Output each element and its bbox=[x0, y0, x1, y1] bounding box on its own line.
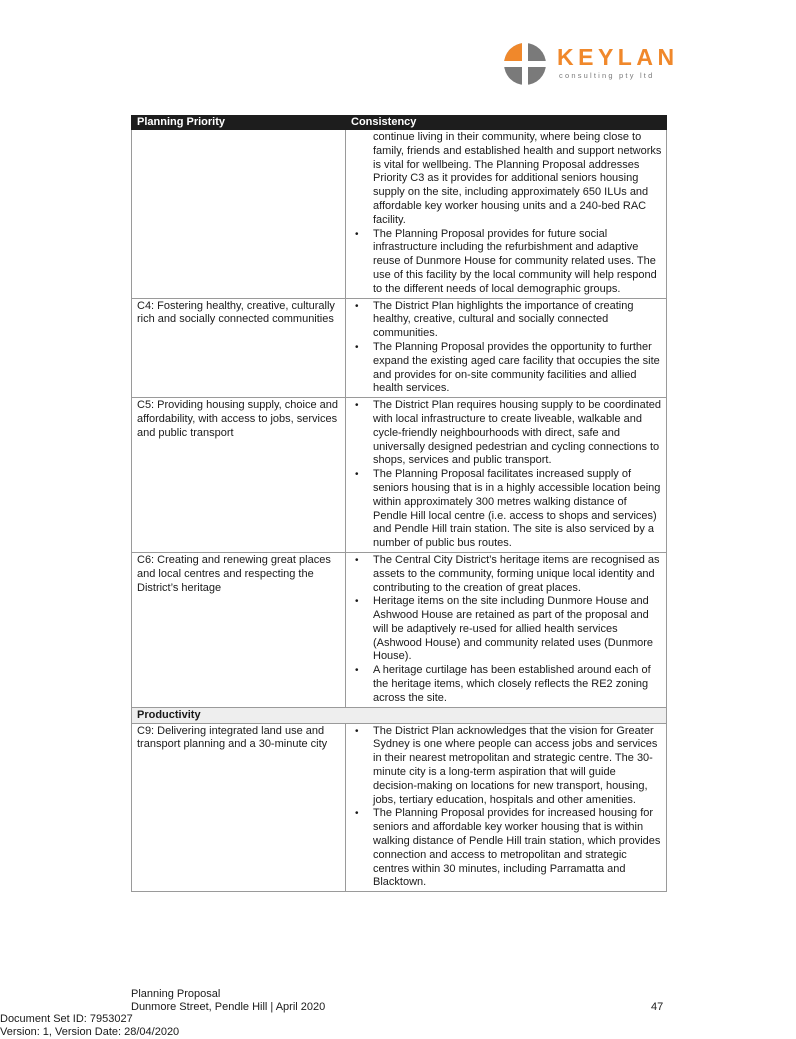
page-footer bbox=[131, 988, 325, 1014]
priority-cell bbox=[132, 130, 346, 299]
consistency-point: • The District Plan acknowledges that the vision for Greater Sydney is one where people can access jobs and services in their nearest metropolitan and strategic centre. The 30-minute city is a long-term aspiration that will guide decision-making on locations for new transport, housing, jobs, tertiary education, hospitals and other amenities. bbox=[351, 725, 662, 808]
page-number: 47 bbox=[651, 1001, 664, 1013]
table-row bbox=[132, 723, 667, 892]
footer-subtitle: Dunmore Street, Pendle Hill | April 2020 bbox=[131, 1001, 326, 1013]
document-set-id: Document Set ID: 7953027 bbox=[0, 1013, 133, 1025]
consistency-table bbox=[131, 115, 667, 892]
consistency-cell bbox=[346, 130, 667, 299]
logo-tagline: consulting pty ltd bbox=[559, 71, 655, 80]
consistency-point: • The Planning Proposal provides the opportunity to further expand the existing aged care facility that occupies the site and provides for on-site community facilities and allied health services. bbox=[351, 341, 662, 396]
priority-cell: C4: Fostering healthy, creative, culturally rich and socially connected communities bbox=[132, 298, 346, 398]
header-consistency: Consistency bbox=[346, 116, 667, 130]
document-version: Version: 1, Version Date: 28/04/2020 bbox=[0, 1026, 180, 1038]
table-row bbox=[132, 552, 667, 707]
table-row bbox=[132, 298, 667, 398]
table-row bbox=[132, 398, 667, 553]
section-row bbox=[132, 707, 667, 723]
consistency-cell bbox=[346, 723, 667, 892]
consistency-cell bbox=[346, 552, 667, 707]
consistency-point: • The District Plan highlights the importance of creating healthy, creative, cultural and socially connected communities. bbox=[351, 300, 662, 341]
document-stamp bbox=[0, 1013, 179, 1039]
consistency-point: • The Planning Proposal provides for increased housing for seniors and affordable key worker housing that is within walking distance of Pendle Hill train station, which provides connection and access to metropolitan and strategic centres within 30 minutes, including Parramatta and Blacktown. bbox=[351, 807, 662, 890]
consistency-cell bbox=[346, 298, 667, 398]
company-logo bbox=[503, 42, 679, 86]
logo-wordmark: KEYLAN bbox=[557, 44, 679, 70]
priority-cell: C6: Creating and renewing great places and local centres and respecting the District’s heritage bbox=[132, 552, 346, 707]
consistency-point: continue living in their community, where being close to family, friends and established health and support networks is vital for wellbeing. The Planning Proposal addresses Priority C3 as it provides for additional seniors housing supply on the site, including approximately 650 ILUs and affordable key worker housing units and a 240-bed RAC facility. bbox=[373, 131, 662, 226]
consistency-point: • Heritage items on the site including Dunmore House and Ashwood House are retained as part of the proposal and will be adaptively re-used for allied health services (Ashwood House) and community related uses (Dunmore House). bbox=[351, 595, 662, 664]
table-header-row bbox=[132, 116, 667, 130]
consistency-cell bbox=[346, 398, 667, 553]
consistency-point: • The District Plan requires housing supply to be coordinated with local infrastructure to create liveable, walkable and cycle-friendly neighbourhoods with direct, safe and universally designed pedestrian and cycling connections to shops, services and public transport. bbox=[351, 399, 662, 468]
logo-mark-icon bbox=[503, 42, 547, 86]
header-planning-priority: Planning Priority bbox=[132, 116, 346, 130]
table-row bbox=[132, 130, 667, 299]
priority-cell: C9: Delivering integrated land use and transport planning and a 30-minute city bbox=[132, 723, 346, 892]
consistency-point: • The Planning Proposal facilitates increased supply of seniors housing that is in a highly accessible location being within approximately 300 metres walking distance of Pendle Hill local centre (i.e. access to shops and services) and Pendle Hill train station. The site is also serviced by a number of public bus routes. bbox=[351, 468, 662, 551]
priority-cell: C5: Providing housing supply, choice and affordability, with access to jobs, services and public transport bbox=[132, 398, 346, 553]
consistency-point: • The Planning Proposal provides for future social infrastructure including the refurbishment and adaptive reuse of Dunmore House for community related uses. The use of this facility by the local community will help respond to the different needs of local demographic groups. bbox=[351, 228, 662, 297]
footer-title: Planning Proposal bbox=[131, 988, 221, 1000]
section-heading-productivity: Productivity bbox=[132, 707, 667, 723]
consistency-point: • A heritage curtilage has been established around each of the heritage items, which closely reflects the RE2 zoning across the site. bbox=[351, 664, 662, 705]
consistency-point: • The Central City District’s heritage items are recognised as assets to the community, forming unique local identity and contributing to the creation of great places. bbox=[351, 554, 662, 595]
